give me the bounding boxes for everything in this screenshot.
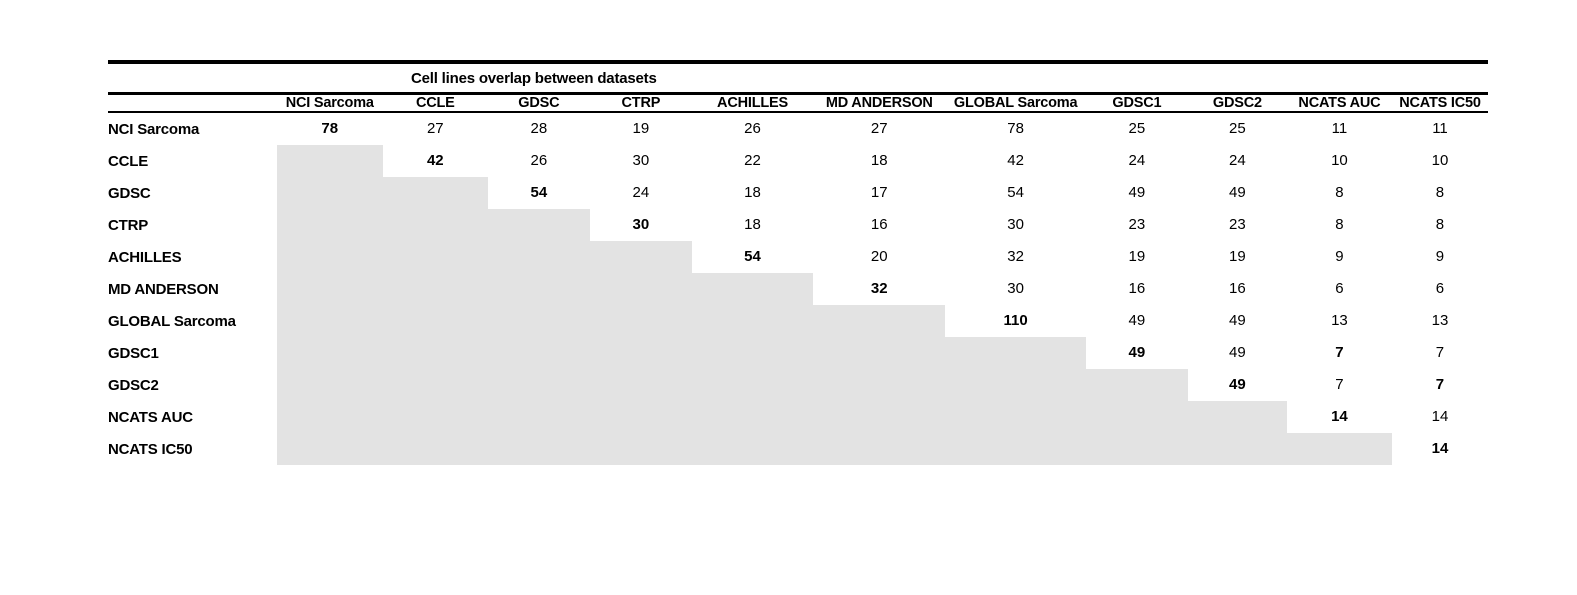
- matrix-cell: 19: [590, 112, 692, 145]
- matrix-cell: 7: [1335, 344, 1344, 361]
- matrix-cell-empty: [945, 401, 1085, 433]
- table-row: [108, 209, 1488, 241]
- matrix-cell: 78: [945, 112, 1085, 145]
- matrix-cell: 24: [632, 184, 650, 201]
- matrix-cell-empty: [277, 337, 383, 369]
- table-row: [108, 337, 1488, 369]
- matrix-cell: 10: [1431, 152, 1449, 169]
- matrix-cell: 54: [744, 248, 761, 265]
- matrix-cell: 110: [1003, 312, 1028, 329]
- matrix-cell: 16: [1229, 280, 1246, 297]
- matrix-cell: 49: [1229, 312, 1246, 329]
- row-label: CTRP: [108, 216, 149, 234]
- matrix-cell-empty: [1287, 433, 1392, 465]
- matrix-cell-empty: [383, 305, 488, 337]
- matrix-cell: 24: [1128, 152, 1146, 169]
- matrix-cell: 16: [870, 216, 888, 233]
- matrix-cell-empty: [488, 241, 590, 273]
- matrix-cell: 54: [530, 184, 548, 201]
- table-row: [108, 433, 1488, 465]
- matrix-cell-empty: [813, 369, 945, 401]
- row-label: GDSC: [108, 184, 151, 202]
- row-label: MD ANDERSON: [108, 280, 219, 298]
- row-label: GLOBAL Sarcoma: [108, 312, 236, 330]
- matrix-cell-empty: [813, 401, 945, 433]
- overlap-table-container: [108, 60, 1488, 465]
- matrix-cell-empty: [488, 401, 590, 433]
- matrix-cell-empty: [813, 433, 945, 465]
- matrix-cell: 30: [1007, 280, 1024, 297]
- matrix-cell: 49: [1229, 376, 1246, 393]
- matrix-cell: 7: [1335, 376, 1344, 393]
- matrix-cell-empty: [277, 241, 383, 273]
- column-header-ctrp: CTRP: [621, 95, 661, 111]
- matrix-cell: 9: [1335, 248, 1344, 265]
- matrix-cell: 78: [277, 112, 383, 145]
- matrix-cell: 14: [1331, 408, 1348, 425]
- matrix-cell: 18: [744, 184, 761, 201]
- column-header-nci-sarcoma: NCI Sarcoma: [285, 95, 374, 111]
- matrix-cell-empty: [692, 401, 813, 433]
- matrix-cell: 13: [1331, 312, 1348, 329]
- matrix-cell: 26: [530, 152, 548, 169]
- matrix-cell-empty: [945, 433, 1085, 465]
- table-row: [108, 145, 1488, 177]
- column-header-md-anderson: MD ANDERSON: [825, 95, 933, 111]
- matrix-cell: 11: [1287, 112, 1392, 145]
- matrix-cell: 27: [813, 112, 945, 145]
- matrix-cell: 13: [1431, 312, 1449, 329]
- column-header-global-sarcoma: GLOBAL Sarcoma: [953, 95, 1078, 111]
- matrix-cell: 49: [1128, 312, 1146, 329]
- row-label: NCATS IC50: [108, 440, 193, 458]
- column-header-rowlabel: [108, 95, 277, 112]
- table-row: [108, 177, 1488, 209]
- matrix-cell: 11: [1392, 112, 1488, 145]
- matrix-cell-empty: [590, 369, 692, 401]
- table-row: [108, 401, 1488, 433]
- matrix-cell: 26: [692, 112, 813, 145]
- matrix-cell: 32: [870, 280, 888, 297]
- matrix-cell-empty: [383, 273, 488, 305]
- column-header-gdsc1: GDSC1: [1112, 95, 1162, 111]
- matrix-cell: 8: [1435, 184, 1445, 201]
- matrix-cell-empty: [488, 369, 590, 401]
- matrix-cell: 22: [744, 152, 761, 169]
- column-header-achilles: ACHILLES: [717, 95, 788, 111]
- matrix-cell: 10: [1331, 152, 1348, 169]
- column-header-gdsc: GDSC: [518, 95, 560, 111]
- matrix-cell-empty: [277, 273, 383, 305]
- matrix-cell-empty: [383, 337, 488, 369]
- matrix-cell: 25: [1188, 112, 1287, 145]
- table-header-row: [108, 95, 1488, 112]
- matrix-cell-empty: [945, 337, 1085, 369]
- matrix-cell-empty: [590, 241, 692, 273]
- matrix-cell-empty: [488, 209, 590, 241]
- matrix-cell: 8: [1435, 216, 1445, 233]
- matrix-cell-empty: [590, 305, 692, 337]
- row-label: ACHILLES: [108, 248, 182, 266]
- matrix-cell-empty: [277, 145, 383, 177]
- matrix-cell-empty: [383, 369, 488, 401]
- matrix-cell: 30: [632, 216, 650, 233]
- matrix-cell-empty: [692, 273, 813, 305]
- matrix-cell: 20: [870, 248, 888, 265]
- table-row: [108, 305, 1488, 337]
- matrix-cell-empty: [277, 177, 383, 209]
- column-header-ccle: CCLE: [415, 95, 455, 111]
- matrix-cell-empty: [692, 305, 813, 337]
- matrix-cell: 24: [1229, 152, 1246, 169]
- matrix-cell-empty: [277, 401, 383, 433]
- matrix-cell-empty: [692, 369, 813, 401]
- matrix-cell-empty: [277, 209, 383, 241]
- matrix-cell-empty: [692, 337, 813, 369]
- matrix-cell-empty: [488, 433, 590, 465]
- matrix-cell-empty: [590, 337, 692, 369]
- matrix-cell-empty: [590, 273, 692, 305]
- matrix-cell: 17: [870, 184, 888, 201]
- column-header-ncats-auc: NCATS AUC: [1298, 95, 1381, 111]
- matrix-cell: 27: [383, 112, 488, 145]
- matrix-cell: 49: [1128, 344, 1146, 361]
- matrix-cell: 23: [1229, 216, 1246, 233]
- matrix-cell: 25: [1086, 112, 1188, 145]
- cell-line-overlap-table: [108, 95, 1488, 465]
- row-label: CCLE: [108, 152, 149, 170]
- matrix-cell: 54: [1007, 184, 1024, 201]
- matrix-cell: 49: [1229, 184, 1246, 201]
- column-header-ncats-ic50: NCATS IC50: [1399, 95, 1481, 111]
- matrix-cell: 7: [1435, 376, 1445, 393]
- matrix-cell: 6: [1435, 280, 1445, 297]
- matrix-cell-empty: [692, 433, 813, 465]
- matrix-cell-empty: [590, 401, 692, 433]
- matrix-cell: 30: [1007, 216, 1024, 233]
- matrix-cell-empty: [1086, 369, 1188, 401]
- matrix-cell: 28: [488, 112, 590, 145]
- matrix-cell: 32: [1007, 248, 1024, 265]
- table-row: [108, 273, 1488, 305]
- matrix-cell-empty: [488, 337, 590, 369]
- matrix-cell: 49: [1128, 184, 1146, 201]
- matrix-cell-empty: [383, 241, 488, 273]
- matrix-cell-empty: [277, 305, 383, 337]
- matrix-cell-empty: [813, 305, 945, 337]
- matrix-cell-empty: [277, 369, 383, 401]
- table-body: [108, 112, 1488, 465]
- matrix-cell: 19: [1229, 248, 1246, 265]
- matrix-cell-empty: [383, 209, 488, 241]
- matrix-cell-empty: [1188, 401, 1287, 433]
- table-row: [108, 112, 1488, 145]
- column-header-gdsc2: GDSC2: [1212, 95, 1262, 111]
- table-row: [108, 369, 1488, 401]
- table-caption: Cell lines overlap between datasets: [411, 70, 657, 87]
- matrix-cell-empty: [488, 273, 590, 305]
- matrix-cell-empty: [945, 369, 1085, 401]
- row-label: GDSC1: [108, 344, 159, 362]
- matrix-cell: 14: [1431, 440, 1449, 457]
- matrix-cell: 49: [1229, 344, 1246, 361]
- matrix-cell-empty: [488, 305, 590, 337]
- matrix-cell: 7: [1435, 344, 1445, 361]
- row-label: GDSC2: [108, 376, 159, 394]
- matrix-cell: 14: [1431, 408, 1449, 425]
- matrix-cell-empty: [1086, 433, 1188, 465]
- matrix-cell: 30: [632, 152, 650, 169]
- matrix-cell: 8: [1335, 184, 1344, 201]
- matrix-cell: 18: [870, 152, 888, 169]
- matrix-cell: 8: [1335, 216, 1344, 233]
- matrix-cell: 42: [1007, 152, 1024, 169]
- matrix-cell-empty: [383, 401, 488, 433]
- row-label: NCI Sarcoma: [108, 112, 277, 145]
- matrix-cell-empty: [383, 433, 488, 465]
- row-label: NCATS AUC: [108, 408, 193, 426]
- matrix-cell-empty: [590, 433, 692, 465]
- matrix-cell: 9: [1435, 248, 1445, 265]
- matrix-cell: 42: [426, 152, 444, 169]
- matrix-cell: 6: [1335, 280, 1344, 297]
- matrix-cell-empty: [383, 177, 488, 209]
- table-row: [108, 241, 1488, 273]
- matrix-cell-empty: [813, 337, 945, 369]
- matrix-cell-empty: [1188, 433, 1287, 465]
- matrix-cell: 18: [744, 216, 761, 233]
- matrix-cell: 19: [1128, 248, 1146, 265]
- matrix-cell-empty: [277, 433, 383, 465]
- matrix-cell: 16: [1128, 280, 1146, 297]
- matrix-cell-empty: [1086, 401, 1188, 433]
- matrix-cell: 23: [1128, 216, 1146, 233]
